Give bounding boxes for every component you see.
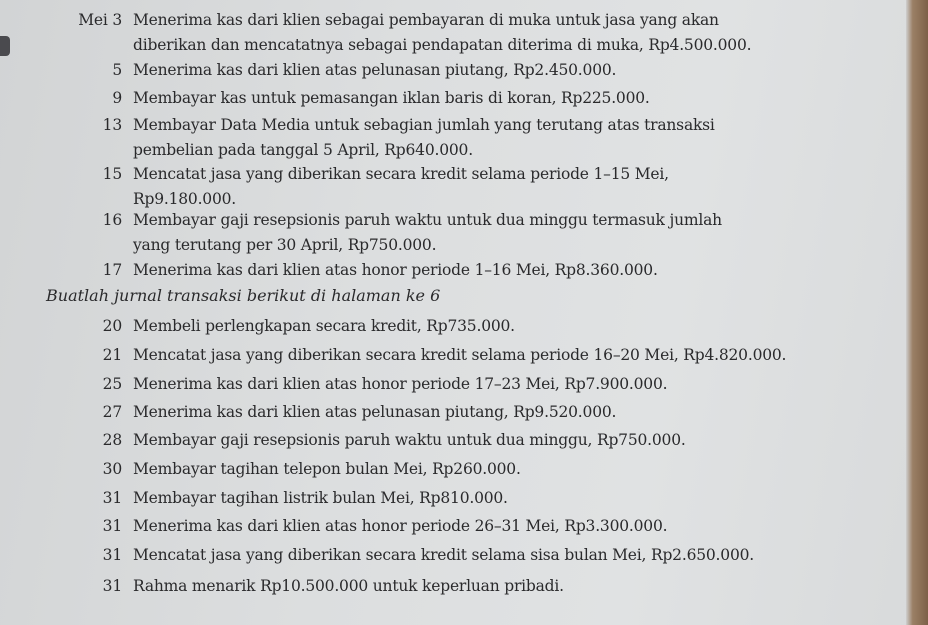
transaction-text-line: Membayar gaji resepsionis paruh waktu untuk dua minggu termasuk jumlah	[133, 211, 722, 229]
transaction-text	[133, 543, 754, 568]
transaction-text	[133, 372, 667, 397]
transaction-text-line: Membayar kas untuk pemasangan iklan baris di koran, Rp225.000.	[133, 89, 650, 107]
transaction-text-line: Rp9.180.000.	[133, 190, 237, 208]
transaction-text	[133, 208, 722, 258]
transaction-text-line: Menerima kas dari klien atas honor periode 26–31 Mei, Rp3.300.000.	[133, 517, 668, 535]
transaction-date: Mei 3	[78, 11, 122, 29]
transaction-text-line: Membeli perlengkapan secara kredit, Rp735.000.	[133, 317, 515, 335]
transaction-text-line: Menerima kas dari klien atas pelunasan piutang, Rp9.520.000.	[133, 403, 617, 421]
transaction-text	[133, 400, 616, 425]
transaction-date: 31	[102, 489, 122, 507]
transaction-text-line: Mencatat jasa yang diberikan secara kredit selama periode 1–15 Mei,	[133, 165, 669, 183]
transaction-text-line: Membayar tagihan listrik bulan Mei, Rp810.000.	[133, 489, 508, 507]
transaction-date: 13	[102, 116, 122, 134]
transaction-date: 31	[102, 517, 122, 535]
transaction-text-line: Menerima kas dari klien atas honor periode 17–23 Mei, Rp7.900.000.	[133, 375, 668, 393]
transaction-date: 30	[102, 460, 122, 478]
transaction-text	[133, 486, 508, 511]
transaction-date: 16	[102, 211, 122, 229]
transaction-date: 17	[102, 261, 122, 279]
transaction-text	[133, 343, 786, 368]
transaction-date: 27	[102, 403, 122, 421]
binder-tab	[0, 36, 10, 56]
transaction-text	[133, 514, 667, 539]
transaction-text	[133, 113, 715, 163]
transaction-date: 21	[102, 346, 122, 364]
transaction-date: 5	[112, 61, 122, 79]
transaction-text-line: Membayar tagihan telepon bulan Mei, Rp260.000.	[133, 460, 521, 478]
transaction-text	[133, 314, 515, 339]
transaction-text-line: Mencatat jasa yang diberikan secara kredit selama periode 16–20 Mei, Rp4.820.000.	[133, 346, 787, 364]
transaction-text-line: Membayar Data Media untuk sebagian jumlah yang terutang atas transaksi	[133, 116, 715, 134]
transaction-text-line: yang terutang per 30 April, Rp750.000.	[133, 236, 437, 254]
transaction-date: 15	[102, 165, 122, 183]
transaction-date: 9	[112, 89, 122, 107]
transaction-date: 25	[102, 375, 122, 393]
page-edge	[906, 0, 928, 625]
transaction-date: 31	[102, 577, 122, 595]
transaction-text	[133, 162, 669, 212]
instruction-heading: Buatlah jurnal transaksi berikut di halaman ke 6	[46, 286, 441, 305]
transaction-text	[133, 58, 616, 83]
transaction-text	[133, 574, 564, 599]
transaction-text-line: Menerima kas dari klien sebagai pembayaran di muka untuk jasa yang akan	[133, 11, 719, 29]
transaction-text-line: Membayar gaji resepsionis paruh waktu untuk dua minggu, Rp750.000.	[133, 431, 686, 449]
transaction-text-line: Menerima kas dari klien atas pelunasan piutang, Rp2.450.000.	[133, 61, 617, 79]
transaction-text-line: Rahma menarik Rp10.500.000 untuk keperluan pribadi.	[133, 577, 564, 595]
transaction-text-line: pembelian pada tanggal 5 April, Rp640.000.	[133, 141, 473, 159]
transaction-text	[133, 457, 521, 482]
transaction-text-line: Mencatat jasa yang diberikan secara kredit selama sisa bulan Mei, Rp2.650.000.	[133, 546, 754, 564]
transaction-text	[133, 428, 686, 453]
transaction-text	[133, 8, 751, 58]
transaction-text	[133, 258, 658, 283]
transaction-text-line: Menerima kas dari klien atas honor periode 1–16 Mei, Rp8.360.000.	[133, 261, 658, 279]
transaction-text-line: diberikan dan mencatatnya sebagai pendapatan diterima di muka, Rp4.500.000.	[133, 36, 752, 54]
transaction-date: 31	[102, 546, 122, 564]
transaction-text	[133, 86, 650, 111]
transaction-date: 28	[102, 431, 122, 449]
transaction-date: 20	[102, 317, 122, 335]
